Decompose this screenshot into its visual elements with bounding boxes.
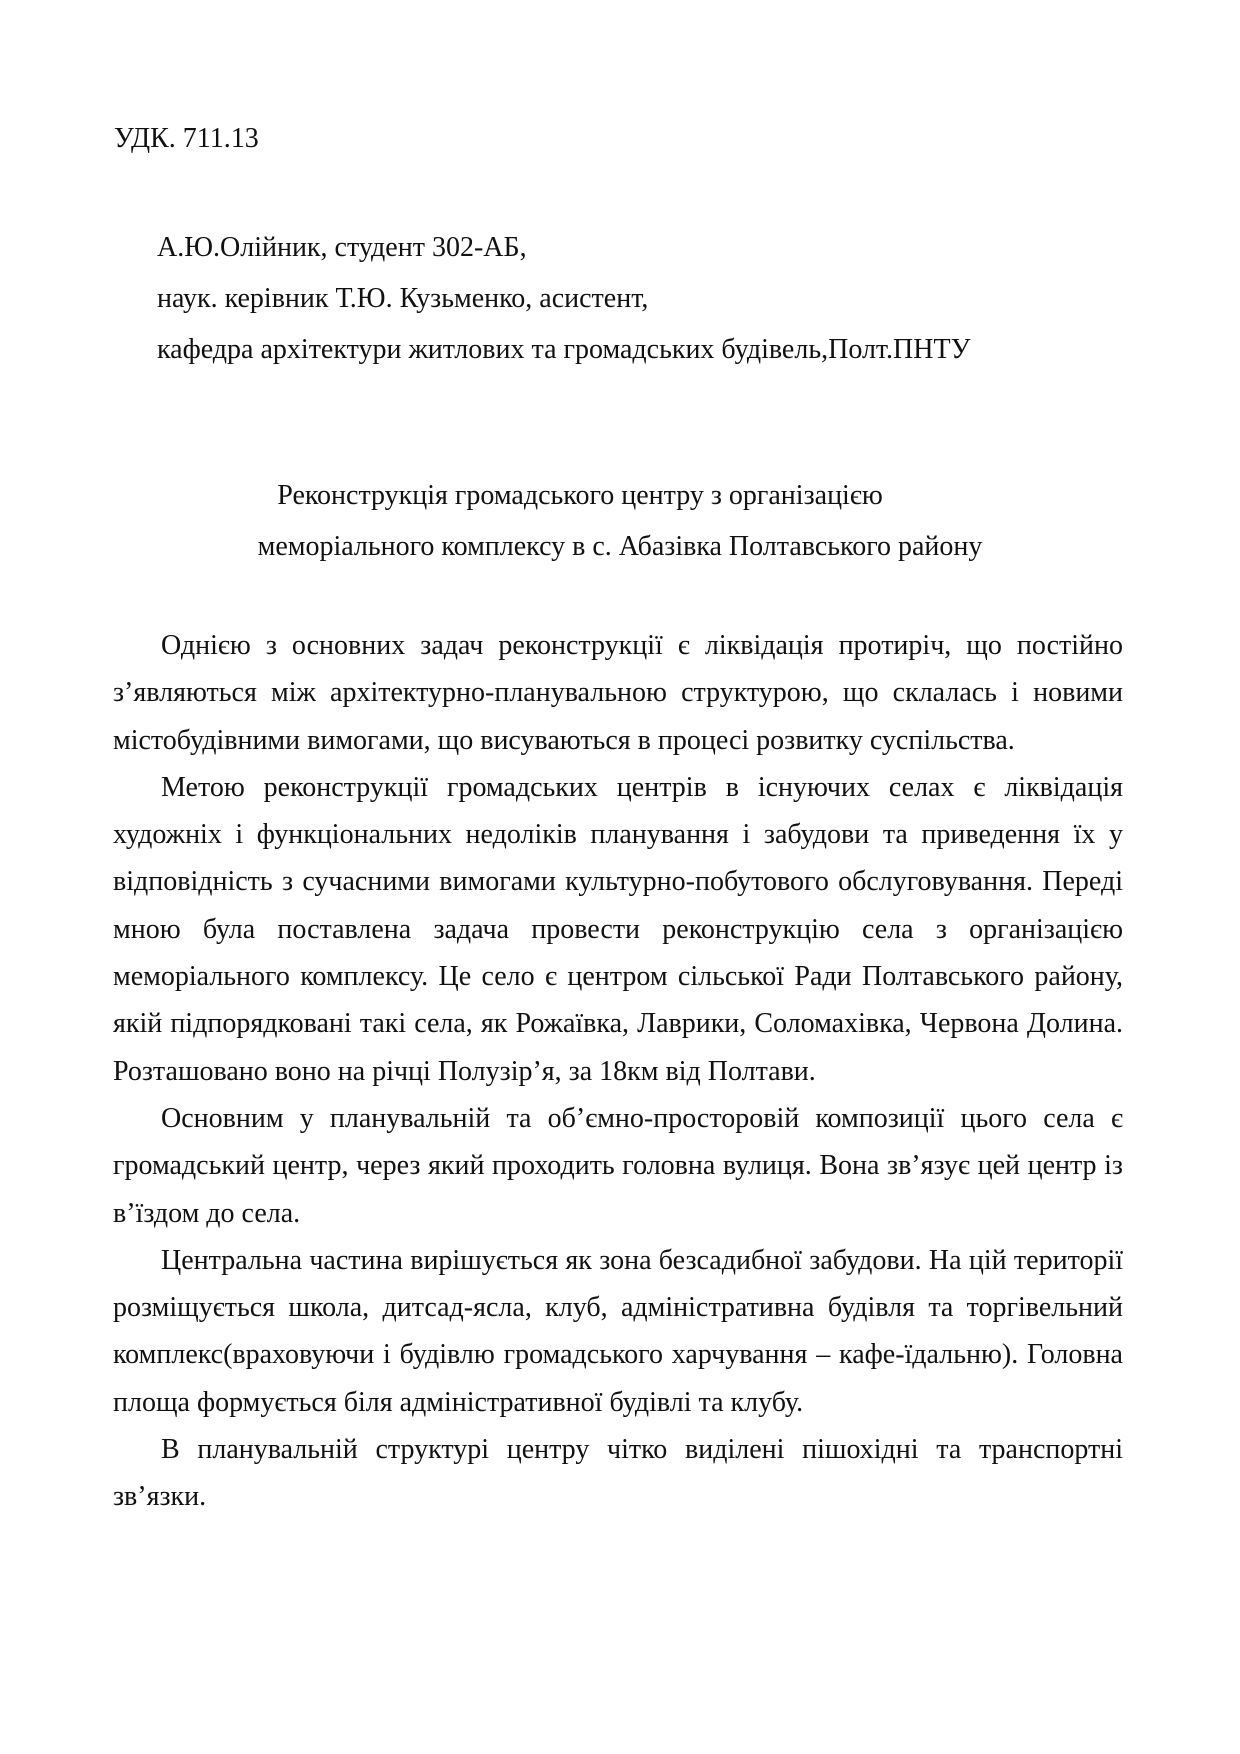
paper-title: [0, 470, 1240, 572]
paragraph: Однією з основних задач реконструкції є ліквідація протиріч, що постійно з’являються між архітектурно-планувальною структурою, що склалась і новими містобудівними вимогами, що висуваються в процесі розвитку суспільства.: [113, 630, 1123, 756]
supervisor-line: наук. керівник Т.Ю. Кузьменко, асистент,: [157, 283, 649, 314]
author-line: А.Ю.Олійник, студент 302-АБ,: [157, 232, 527, 263]
title-line-2: меморіального комплексу в с. Абазівка Полтавського району: [257, 531, 983, 562]
body-text: [113, 622, 1123, 1521]
paragraph: Центральна частина вирішується як зона безсадибної забудови. На цій території розміщується школа, дитсад-ясла, клуб, адміністративна будівля та торгівельний комплекс(враховуючи і будівлю громадського харчування – кафе-їдальню). Головна площа формується біля адміністративної будівлі та клубу.: [113, 1244, 1123, 1418]
department-line: кафедра архітектури житлових та громадських будівель,Полт.ПНТУ: [157, 334, 971, 365]
title-line-1: Реконструкція громадського центру з організацією: [277, 480, 883, 511]
author-block: [157, 222, 970, 375]
paragraph: В планувальній структурі центру чітко виділені пішохідні та транспортні зв’язки.: [113, 1434, 1123, 1513]
udc-code: УДК. 711.13: [114, 123, 259, 154]
paragraph: Метою реконструкції громадських центрів в існуючих селах є ліквідація художніх і функціональних недоліків планування і забудови та приведення їх у відповідність з сучасними вимогами культурно-побутового обслуговування. Переді мною була поставлена задача провести реконструкцію села з організацією меморіального комплексу. Це село є центром сільської Ради Полтавського району, якій підпорядковані такі села, як Рожаївка, Лаврики, Соломахівка, Червона Долина. Розташовано воно на річці Полузір’я, за 18км від Полтави.: [113, 771, 1123, 1087]
paragraph: Основним у планувальній та об’ємно-просторовій композиції цього села є громадський центр, через який проходить головна вулиця. Вона зв’язує цей центр із в’їздом до села.: [113, 1102, 1123, 1229]
